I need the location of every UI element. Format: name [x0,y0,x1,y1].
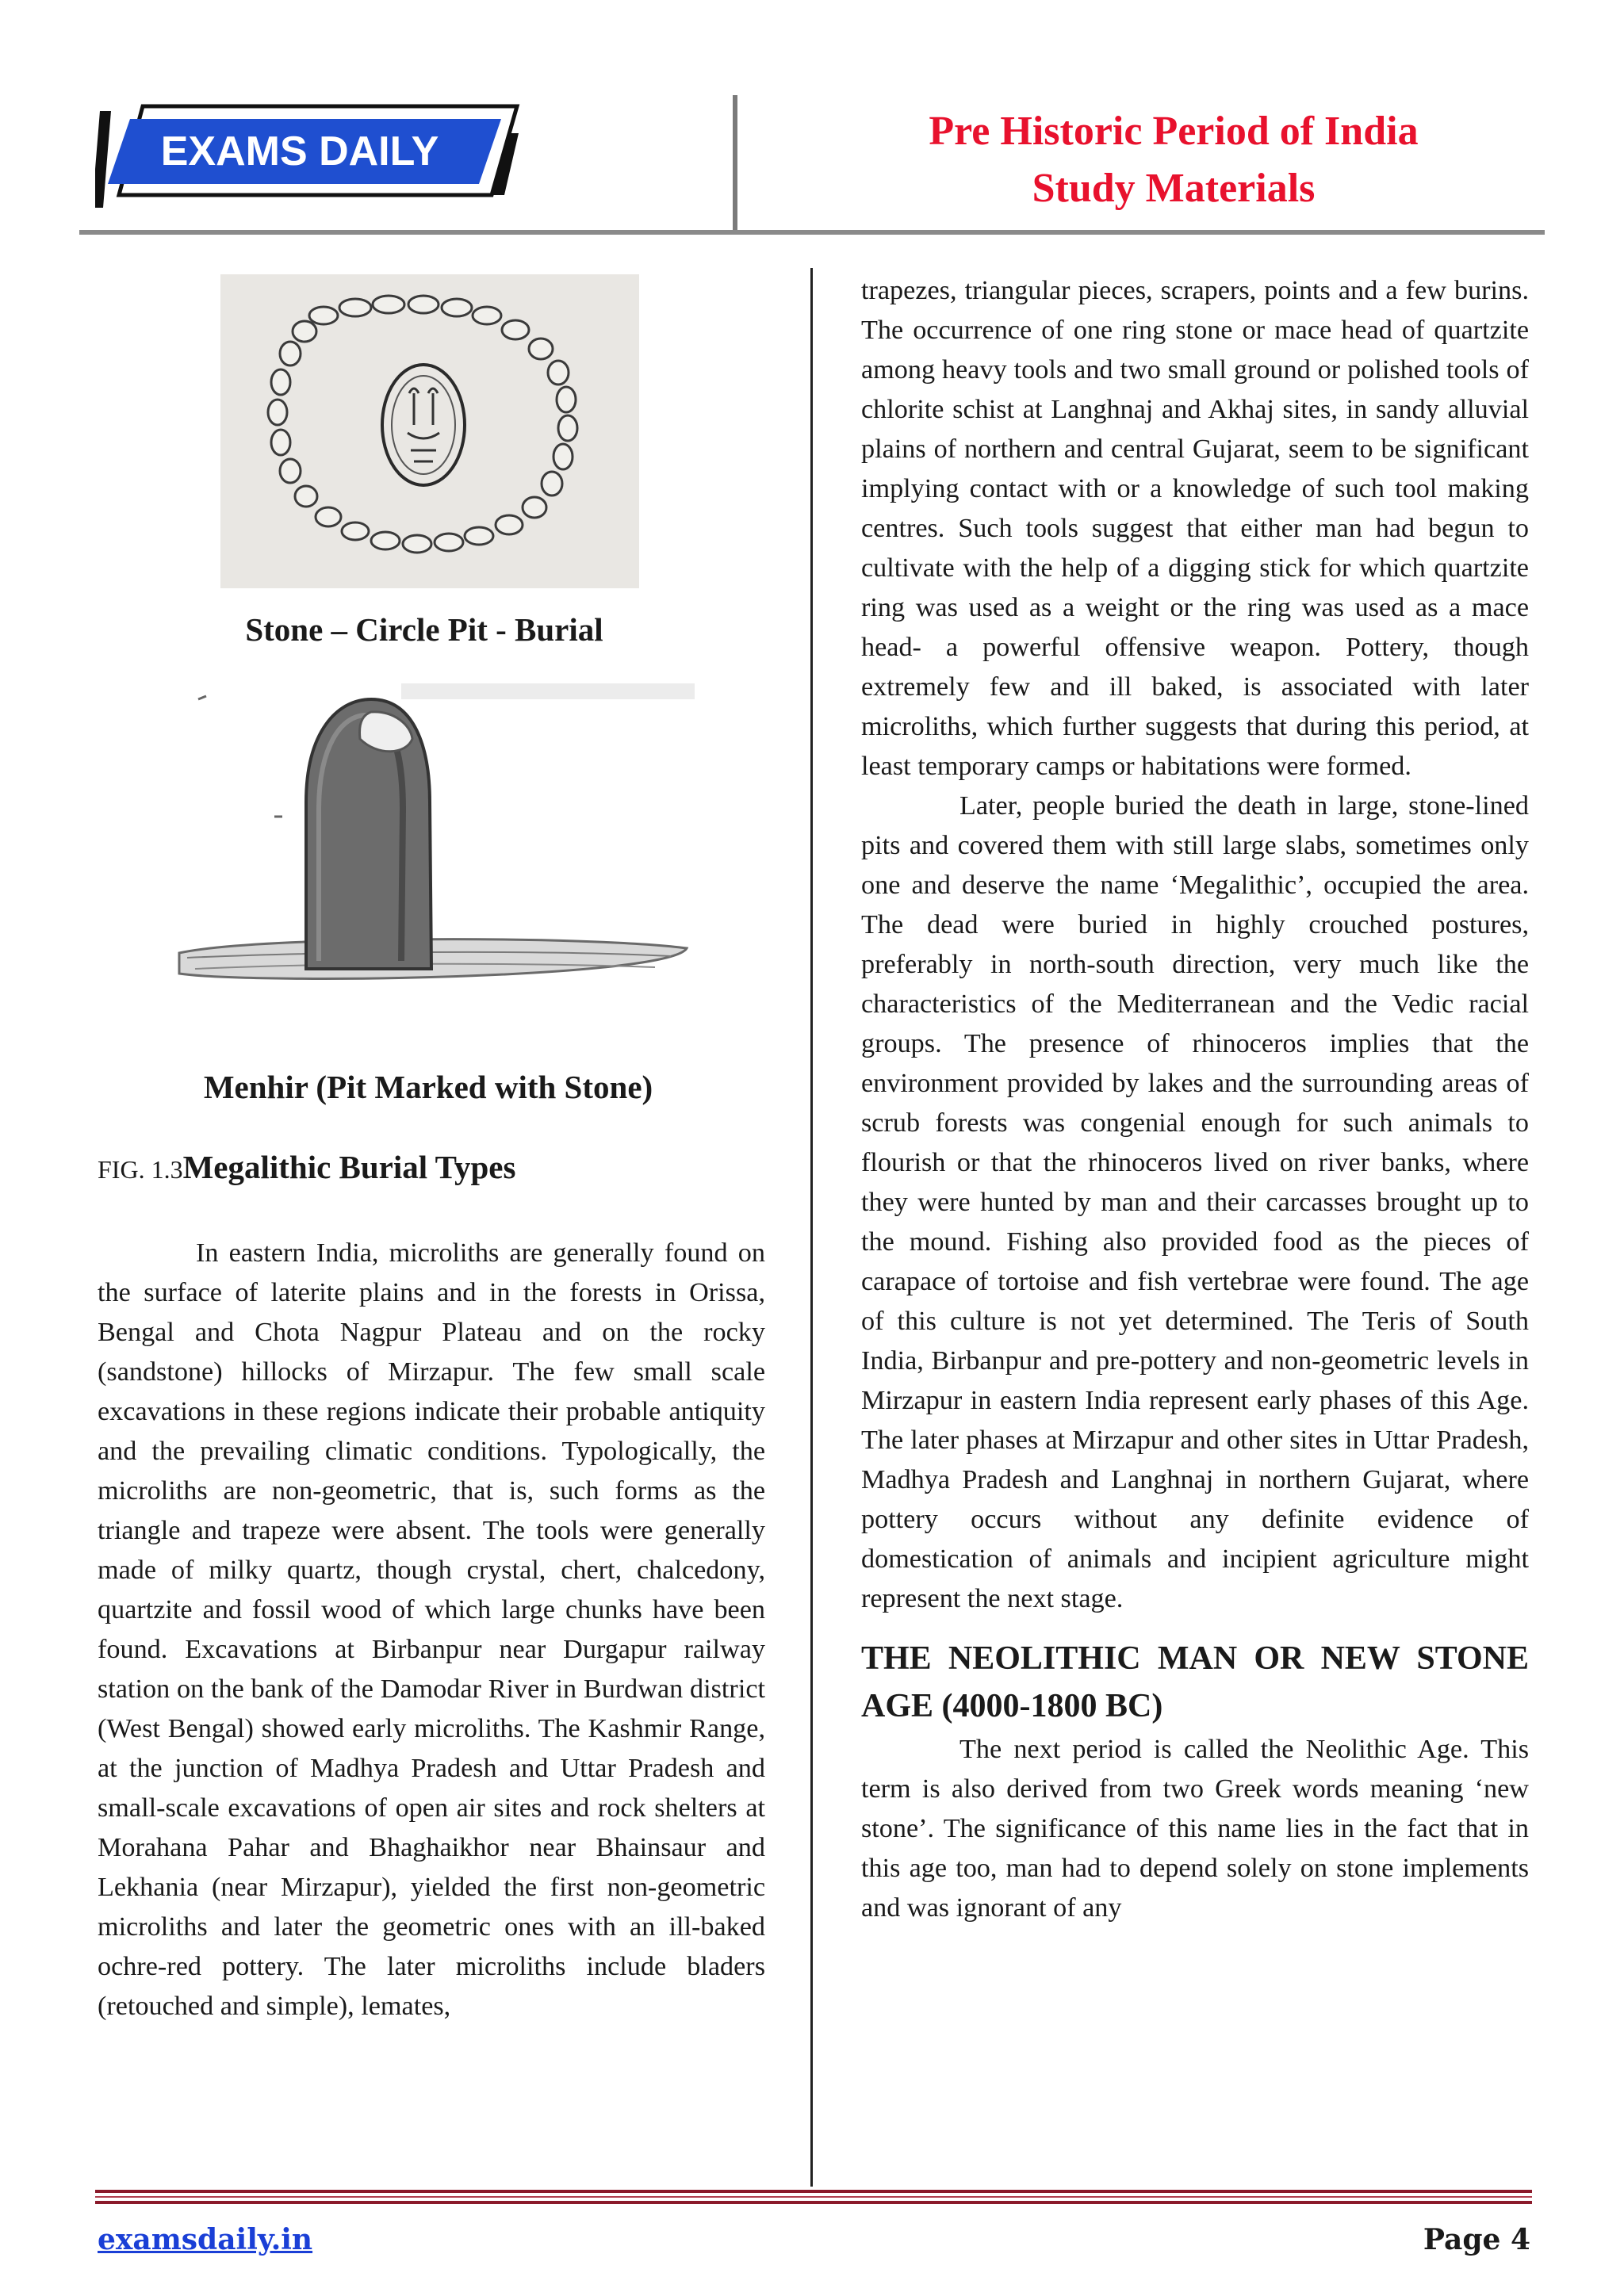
title-line-1: Pre Historic Period of India [929,109,1419,154]
stone-circle-caption: Stone – Circle Pit - Burial [245,611,603,648]
figure-title: Megalithic Burial Types [182,1149,516,1185]
exams-daily-logo[interactable] [95,101,523,212]
title-line-2: Study Materials [1032,166,1316,211]
header-rule [79,230,1545,235]
footer-rule-bottom [95,2201,1532,2204]
header-vertical-divider [733,95,737,232]
section-heading: THE NEOLITHIC MAN OR NEW STONE AGE (4000-1800 BC) [861,1640,1529,1724]
website-link[interactable]: examsdaily.in [98,2223,313,2256]
menhir-drawing [163,683,695,1034]
right-paragraph-1: trapezes, triangular pieces, scrapers, points and a few burins. The occurrence of one ring stone or mace head of quartzite among heavy tools and two small ground or polished tools of chlorite schist at Langhnaj and Akhaj sites, in sandy alluvial plains of northern and central Gujarat, seem to be significant implying contact with or a knowledge of such tool making centres. Such tools suggest that either man had begun to cultivate with the help of a digging stick for which quartzite ring was used as a weight or the ring was used as a mace head- a powerful offensive weapon. Pottery, though extremely few and ill baked, is associated with later microliths, which further suggests that during this period, at least temporary camps or habitations were formed. [861,276,1529,781]
logo-graphic [95,101,523,212]
footer-rule-middle [95,2196,1532,2198]
menhir-figure [163,683,695,1034]
logo-text: EXAMS DAILY [160,128,439,174]
left-column [98,1234,765,2026]
figure-label [98,1148,515,1186]
document-title [793,103,1554,217]
column-divider [810,268,813,2187]
footer-rule [95,2190,1532,2193]
left-paragraph: In eastern India, microliths are generally found on the surface of laterite plains and in the forests in Orissa, Bengal and Chota Nagpur Plateau and on the rocky (sandstone) hillocks of Mirzapur. The few small scale excavations in these regions indicate their probable antiquity and the prevailing climatic conditions. Typologically, the microliths are non-geometric, that is, such forms as the triangle and trapeze were absent. The tools were generally made of milky quartz, though crystal, chert, chalcedony, quartzite and fossil wood of which large chunks have been found. Excavations at Birbanpur near Durgapur railway station on the bank of the Damodar River in Burdwan district (West Bengal) showed early microliths. The Kashmir Range, at the junction of Madhya Pradesh and Uttar Pradesh and small-scale excavations of open air sites and rock shelters at Morahana Pahar and Bhaghaikhor near Bhainsaur and Lekhania (near Mirzapur), yielded the first non-geometric microliths and later the geometric ones with an ill-baked ochre-red pottery. The later microliths include bladers (retouched and simple), lemates, [98,1238,765,2021]
stone-circle-burial-figure [220,274,639,588]
right-paragraph-3: The next period is called the Neolithic Age. This term is also derived from two Greek words meaning ‘new stone’. The significance of this name lies in the fact that in this age too, man had to depend solely on stone implements and was ignorant of any [861,1735,1529,1923]
page-number: Page 4 [1423,2223,1530,2256]
stone-circle-drawing [220,274,639,588]
right-column [861,271,1529,1928]
figure-number: FIG. 1.3 [98,1155,183,1184]
right-paragraph-2: Later, people buried the death in large, stone-lined pits and covered them with still large slabs, sometimes only one and deserve the name ‘Megalithic’, occupied the area. The dead were buried in highly crouched postures, preferably in north-south direction, very much like the characteristics of the Mediterranean and the Vedic racial groups. The presence of rhinoceros implies that the environment provided by lakes and the surrounding areas of scrub forests was congenial enough for such animals to flourish or that the rhinoceros lived on river banks, where they were hunted by man and their carcasses brought up to the mound. Fishing also provided food as the pieces of carapace of tortoise and fish vertebrae were found. The age of this culture is not yet determined. The Teris of South India, Birbanpur and pre-pottery and non-geometric levels in Mirzapur in eastern India represent early phases of this Age. The later phases at Mirzapur and other sites in Uttar Pradesh, Madhya Pradesh and Langhnaj in northern Gujarat, where pottery occurs without any definite evidence of domestication of animals and incipient agriculture might represent the next stage. [861,791,1529,1613]
menhir-caption: Menhir (Pit Marked with Stone) [203,1069,653,1105]
